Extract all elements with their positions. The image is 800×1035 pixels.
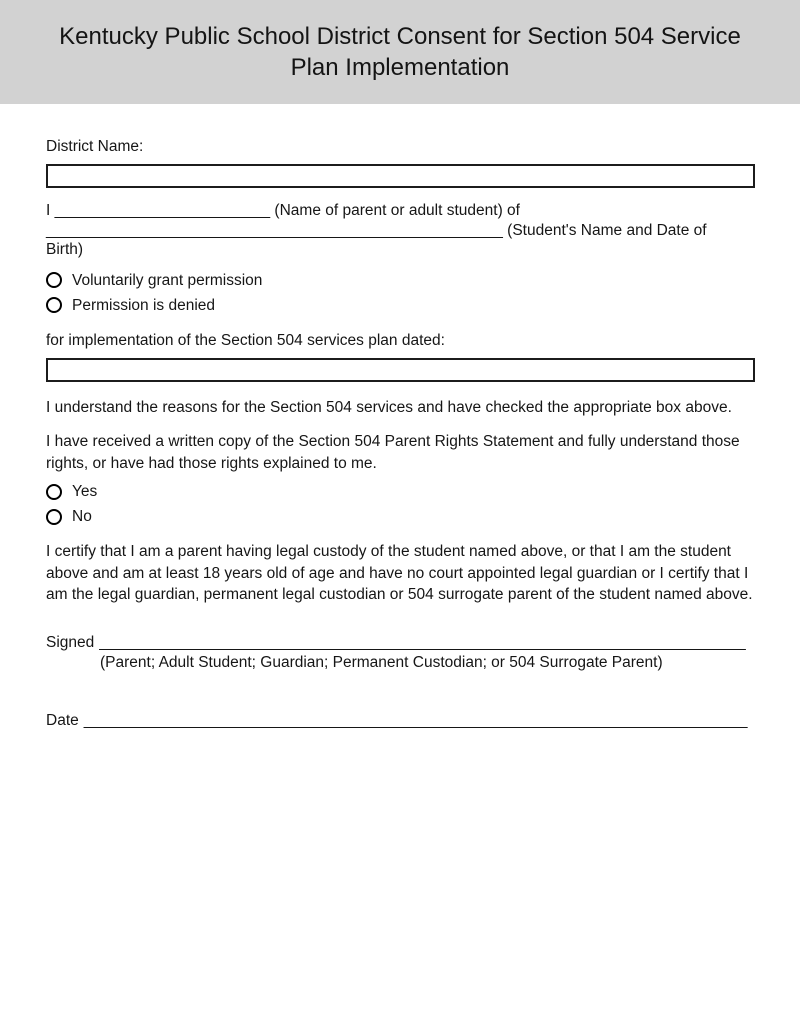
radio-option-no[interactable] (46, 507, 755, 526)
district-name-label: District Name: (46, 138, 144, 155)
plan-dated-label: for implementation of the Section 504 services plan dated: (46, 331, 445, 349)
signed-label: Signed (46, 633, 95, 651)
identification-line-1: I _________________________ (Name of parent or adult student) of (46, 202, 520, 219)
signature-block (46, 633, 755, 673)
date-block (46, 711, 755, 731)
signature-sublabel: (Parent; Adult Student; Guardian; Permanent Custodian; or 504 Surrogate Parent) (100, 653, 663, 671)
radio-option-yes[interactable] (46, 482, 755, 501)
permission-radio-group (46, 271, 755, 315)
radio-option-grant-permission[interactable] (46, 271, 755, 290)
radio-unchecked-icon[interactable] (46, 509, 62, 525)
form-header (0, 0, 800, 104)
radio-no-label: No (72, 508, 92, 525)
form-title: Kentucky Public School District Consent for Section 504 Service Plan Implementation (59, 23, 741, 81)
form-body (0, 104, 800, 731)
radio-option-permission-denied[interactable] (46, 296, 755, 315)
radio-permission-denied-label: Permission is denied (72, 296, 216, 314)
date-label: Date (46, 711, 79, 729)
radio-grant-permission-label: Voluntarily grant permission (72, 271, 263, 289)
signature-row (46, 633, 755, 653)
district-name-input[interactable] (46, 164, 755, 188)
radio-unchecked-icon[interactable] (46, 484, 62, 500)
certification-text: I certify that I am a parent having legal custody of the student named above, or that I am the student above and am at least 18 years old of age and have no court appointed legal guardian or I certify that I am the legal guardian, permanent legal custodian or 504 surrogate parent of the student named above. (46, 543, 753, 603)
date-row (46, 711, 755, 731)
rights-radio-group (46, 482, 755, 526)
radio-yes-label: Yes (72, 483, 98, 500)
plan-dated-input[interactable] (46, 358, 755, 382)
radio-unchecked-icon[interactable] (46, 297, 62, 313)
statement-understand-reasons: I understand the reasons for the Section 504 services and have checked the appropriate box above. (46, 398, 732, 416)
signature-line[interactable]: ___________________________________________________________________________ (99, 633, 746, 651)
identification-line-2: _____________________________________________________ (Student's Name and Date of (46, 221, 707, 239)
identification-line-3: Birth) (46, 241, 84, 258)
radio-unchecked-icon[interactable] (46, 272, 62, 288)
date-line[interactable]: _____________________________________________________________________________ (83, 711, 748, 729)
identification-text (46, 201, 755, 260)
statement-received-rights: I have received a written copy of the Section 504 Parent Rights Statement and fully understand those rights, or have had those rights explained to me. (46, 433, 740, 472)
